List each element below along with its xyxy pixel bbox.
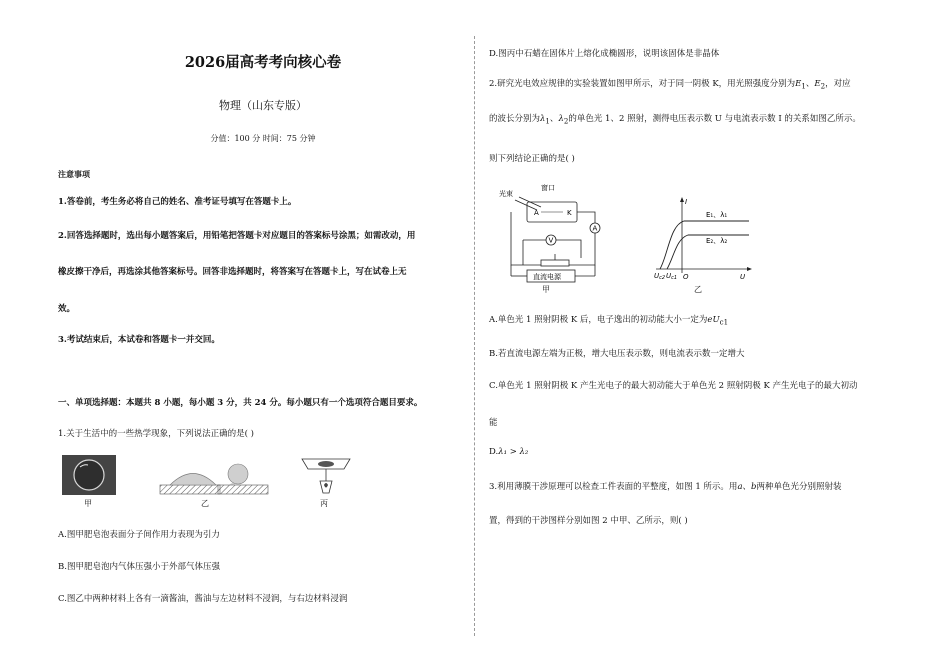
column-divider <box>474 36 475 636</box>
question-3-stem-line1: 3.利用薄膜干涉原理可以检查工件表面的平整度，如图 1 所示。用a、b两种单色光分别照射装 <box>489 482 842 492</box>
question-2-stem-line2: 的波长分别为$\lambda_1$、$\lambda_2$的单色光 1、2 照射，测得电压表示数 U 与电流表示数 I 的关系如图乙所示。 <box>489 114 861 126</box>
origin-label: O <box>683 273 689 280</box>
question-3-stem-line2: 置，得到的干涉图样分别如图 2 中甲、乙所示，则( ) <box>489 516 688 526</box>
uc2-label: Uc2 <box>654 272 666 280</box>
droplets-figure <box>158 460 308 498</box>
question-2-option-a: A.单色光 1 照射阴极 K 后，电子逸出的初动能大小一定为$eU_{c1}$ <box>489 315 729 327</box>
exam-title: 2026届高考考向核心卷 <box>184 54 342 71</box>
question-2-option-d: D.λ₁ > λ₂ <box>489 447 529 457</box>
question-2-stem-line1: 2.研究光电效应规律的实验装置如图甲所示，对于同一阴极 K，用光照强度分别为$E_1$、$E_2$，对应 <box>489 79 851 91</box>
i-axis-label: I <box>685 198 688 206</box>
right-column <box>489 0 909 672</box>
exam-subtitle: 物理（山东专版） <box>219 99 307 112</box>
curve-2-label: E₂、λ₂ <box>706 237 728 245</box>
exam-meta: 分值：100 分 时间：75 分钟 <box>210 134 316 143</box>
notice-line: 2.回答选择题时，选出每小题答案后，用铅笔把答题卡对应题目的答案标号涂黑；如需改动，用 <box>58 231 416 241</box>
anode-label: A <box>534 209 539 217</box>
cathode-label: K <box>567 209 572 217</box>
question-2-option-c-line1: C.单色光 1 照射阴极 K 产生光电子的最大初动能大于单色光 2 照射阴极 K 产生光电子的最大初动 <box>489 381 858 391</box>
notice-line: 效。 <box>58 304 76 314</box>
question-1-option-d: D.图丙中石蜡在固体片上熔化成椭圆形，说明该固体是非晶体 <box>489 49 720 59</box>
voltmeter-label: V <box>548 236 554 245</box>
left-column <box>58 0 468 672</box>
curve-1-label: E₁、λ₁ <box>706 211 728 219</box>
section-heading: 一、单项选择题：本题共 8 小题，每小题 3 分，共 24 分。每小题只有一个选项符合题目要求。 <box>58 398 423 408</box>
notice-line: 1.答卷前，考生务必将自己的姓名、准考证号填写在答题卡上。 <box>58 197 297 207</box>
light-beam-label: 光束 <box>499 190 513 198</box>
figure-caption: 甲 <box>542 285 550 294</box>
ammeter-label: A <box>592 224 598 233</box>
figure-caption: 甲 <box>84 499 92 508</box>
question-1-option-b: B.图甲肥皂泡内气体压强小于外部气体压强 <box>58 562 220 572</box>
figure-caption: 乙 <box>201 499 209 508</box>
iu-graph-figure <box>654 195 754 280</box>
question-2-option-b: B.若直流电源左端为正极，增大电压表示数，则电流表示数一定增大 <box>489 349 745 359</box>
notice-line: 橡皮擦干净后，再选涂其他答案标号。回答非选择题时，将答案写在答题卡上，写在试卷上无 <box>58 267 407 277</box>
figure-caption: 丙 <box>320 499 328 508</box>
u-axis-label: U <box>740 273 746 280</box>
figure-caption: 乙 <box>694 285 702 294</box>
question-1-option-a: A.图甲肥皂泡表面分子间作用力表现为引力 <box>58 530 220 540</box>
photoelectric-circuit-figure <box>497 180 612 290</box>
question-1-option-c: C.图乙中两种材料上各有一滴酱油，酱油与左边材料不浸润，与右边材料浸润 <box>58 594 348 604</box>
notice-line: 3.考试结束后，本试卷和答题卡一并交回。 <box>58 335 220 345</box>
window-label: 窗口 <box>541 184 555 192</box>
uc1-label: Uc1 <box>666 272 678 280</box>
soap-bubble-photo <box>62 455 116 495</box>
wax-melting-figure <box>298 455 353 500</box>
question-1-stem: 1.关于生活中的一些热学现象，下列说法正确的是( ) <box>58 429 254 439</box>
question-2-stem-line3: 则下列结论正确的是( ) <box>489 154 575 164</box>
question-2-option-c-line2: 能 <box>489 418 498 428</box>
power-supply-label: 直流电源 <box>533 273 561 281</box>
notice-heading: 注意事项 <box>58 169 90 179</box>
